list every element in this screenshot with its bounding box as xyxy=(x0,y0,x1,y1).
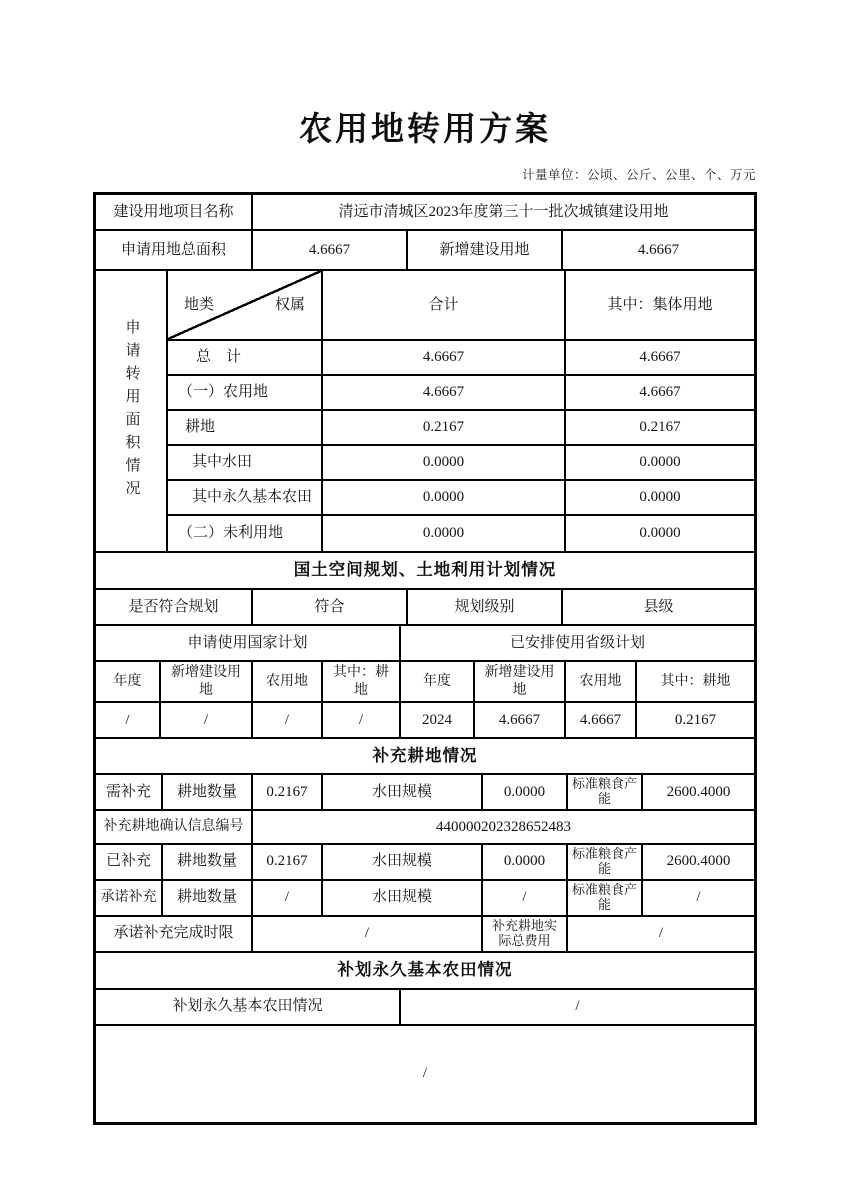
promise-label: 承诺补充 xyxy=(96,881,163,915)
row-remark xyxy=(96,1026,754,1122)
confirm-number-value: 440000202328652483 xyxy=(436,818,571,835)
unit-note: 计量单位：公顷、公斤、公里、个、万元 xyxy=(521,168,756,182)
total-area-value: 4.6667 xyxy=(253,231,408,269)
row-total-value: 4.6667 xyxy=(323,341,566,374)
row-collective-value: 0.0000 xyxy=(639,489,681,506)
qty-label: 耕地数量 xyxy=(163,775,253,809)
qty-label: 耕地数量 xyxy=(163,845,253,879)
national-new-land: / xyxy=(161,703,253,737)
table-row xyxy=(168,376,754,411)
paddy-label: 水田规模 xyxy=(323,845,483,879)
national-agri: / xyxy=(253,703,323,737)
new-construction-label: 新增建设用地 xyxy=(408,231,563,269)
row-done-supplement xyxy=(96,845,754,881)
row-project-name xyxy=(96,195,754,231)
need-label: 需补充 xyxy=(96,775,163,809)
deadline-value: / xyxy=(253,917,483,951)
col-new-land: 新增建设用地 xyxy=(161,662,253,701)
row-collective-value: 4.6667 xyxy=(639,349,681,366)
need-paddy-value: 0.0000 xyxy=(483,775,568,809)
transfer-area-side-label-cell xyxy=(96,271,168,551)
col-header-collective: 其中：集体用地 xyxy=(607,296,713,313)
paddy-label: 水田规模 xyxy=(323,775,483,809)
diagonal-header-cell xyxy=(168,271,323,339)
provincial-cultivated: 0.2167 xyxy=(674,711,717,728)
promise-qty-value: / xyxy=(253,881,323,915)
table-row xyxy=(168,446,754,481)
row-farmland-section-header xyxy=(96,953,754,990)
row-plan-groups xyxy=(96,626,754,662)
transfer-area-side-label: 申请转用面积情况 xyxy=(123,319,140,503)
plan-level-label: 规划级别 xyxy=(408,590,563,624)
qty-label: 耕地数量 xyxy=(163,881,253,915)
row-total-value: 0.0000 xyxy=(323,446,566,479)
row-collective-value: 0.0000 xyxy=(639,525,681,542)
deadline-label: 承诺补充完成时限 xyxy=(96,917,253,951)
new-construction-value: 4.6667 xyxy=(637,241,680,258)
col-year: 年度 xyxy=(96,662,161,701)
col-cultivated: 其中：耕地 xyxy=(323,662,401,701)
done-qty-value: 0.2167 xyxy=(253,845,323,879)
row-collective-value: 0.0000 xyxy=(639,454,681,471)
national-plan-label: 申请使用国家计划 xyxy=(96,626,401,660)
col-new-land: 新增建设用地 xyxy=(475,662,566,701)
capacity-label: 标准粮食产能 xyxy=(568,881,643,915)
provincial-plan-label: 已安排使用省级计划 xyxy=(509,634,645,651)
table-row xyxy=(168,411,754,446)
doc-title: 农用地转用方案 xyxy=(299,112,551,148)
col-cultivated: 其中：耕地 xyxy=(660,673,731,689)
capacity-label: 标准粮食产能 xyxy=(568,775,643,809)
col-agri: 农用地 xyxy=(253,662,323,701)
national-cultivated: / xyxy=(323,703,401,737)
transfer-area-subtable xyxy=(168,271,754,551)
row-label: （一）农用地 xyxy=(168,376,323,409)
row-farmland xyxy=(96,990,754,1026)
row-total-value: 0.0000 xyxy=(323,481,566,514)
row-label: （二）未利用地 xyxy=(168,516,323,551)
row-supplement-section-header xyxy=(96,739,754,775)
row-total-area xyxy=(96,231,754,271)
row-total-value: 4.6667 xyxy=(323,376,566,409)
row-deadline-cost xyxy=(96,917,754,953)
compliance-value: 符合 xyxy=(253,590,408,624)
row-total-value: 0.0000 xyxy=(323,516,566,551)
col-agri: 农用地 xyxy=(566,662,637,701)
form-table xyxy=(93,192,757,1125)
project-name-value: 清远市清城区2023年度第三十一批次城镇建设用地 xyxy=(338,203,669,220)
confirm-number-label: 补充耕地确认信息编号 xyxy=(96,811,253,843)
compliance-label: 是否符合规划 xyxy=(96,590,253,624)
project-name-label: 建设用地项目名称 xyxy=(96,195,253,229)
planning-section-title: 国土空间规划、土地利用计划情况 xyxy=(293,561,557,580)
table-row xyxy=(168,341,754,376)
promise-paddy-value: / xyxy=(483,881,568,915)
row-plan-values xyxy=(96,703,754,739)
total-area-label: 申请用地总面积 xyxy=(96,231,253,269)
col-header-total: 合计 xyxy=(323,271,566,339)
col-year: 年度 xyxy=(401,662,475,701)
table-row xyxy=(168,481,754,516)
farmland-row-label: 补划永久基本农田情况 xyxy=(96,990,401,1024)
provincial-year: 2024 xyxy=(401,703,475,737)
need-qty-value: 0.2167 xyxy=(253,775,323,809)
row-collective-value: 0.2167 xyxy=(639,419,681,436)
done-label: 已补充 xyxy=(96,845,163,879)
capacity-label: 标准粮食产能 xyxy=(568,845,643,879)
promise-capacity-value: / xyxy=(696,889,701,906)
cost-label: 补充耕地实际总费用 xyxy=(483,917,568,951)
section-transfer-area xyxy=(96,271,754,553)
row-confirm-number xyxy=(96,811,754,845)
row-label: 耕地 xyxy=(168,411,323,444)
diagonal-label-ownership: 权属 xyxy=(274,296,305,313)
provincial-agri: 4.6667 xyxy=(566,703,637,737)
row-compliance xyxy=(96,590,754,626)
table-row xyxy=(168,516,754,551)
row-collective-value: 4.6667 xyxy=(639,384,681,401)
row-label: 总 计 xyxy=(168,341,323,374)
row-need-supplement xyxy=(96,775,754,811)
row-planning-section-header xyxy=(96,553,754,590)
row-total-value: 0.2167 xyxy=(323,411,566,444)
plan-level-value: 县级 xyxy=(643,598,674,615)
row-label: 其中水田 xyxy=(168,446,323,479)
need-capacity-value: 2600.4000 xyxy=(666,783,731,800)
provincial-new-land: 4.6667 xyxy=(475,703,566,737)
cost-value: / xyxy=(658,925,664,942)
transfer-area-header-row xyxy=(168,271,754,341)
row-promised-supplement xyxy=(96,881,754,917)
done-paddy-value: 0.0000 xyxy=(483,845,568,879)
remark-value: / xyxy=(422,1065,428,1082)
national-year: / xyxy=(96,703,161,737)
row-plan-col-headers xyxy=(96,662,754,703)
paddy-label: 水田规模 xyxy=(323,881,483,915)
row-label: 其中永久基本农田 xyxy=(168,481,323,514)
farmland-section-title: 补划永久基本农田情况 xyxy=(337,960,513,979)
farmland-row-value: / xyxy=(575,998,580,1015)
supplement-section-title: 补充耕地情况 xyxy=(372,746,478,765)
done-capacity-value: 2600.4000 xyxy=(666,853,731,870)
diagonal-label-landtype: 地类 xyxy=(184,296,215,313)
